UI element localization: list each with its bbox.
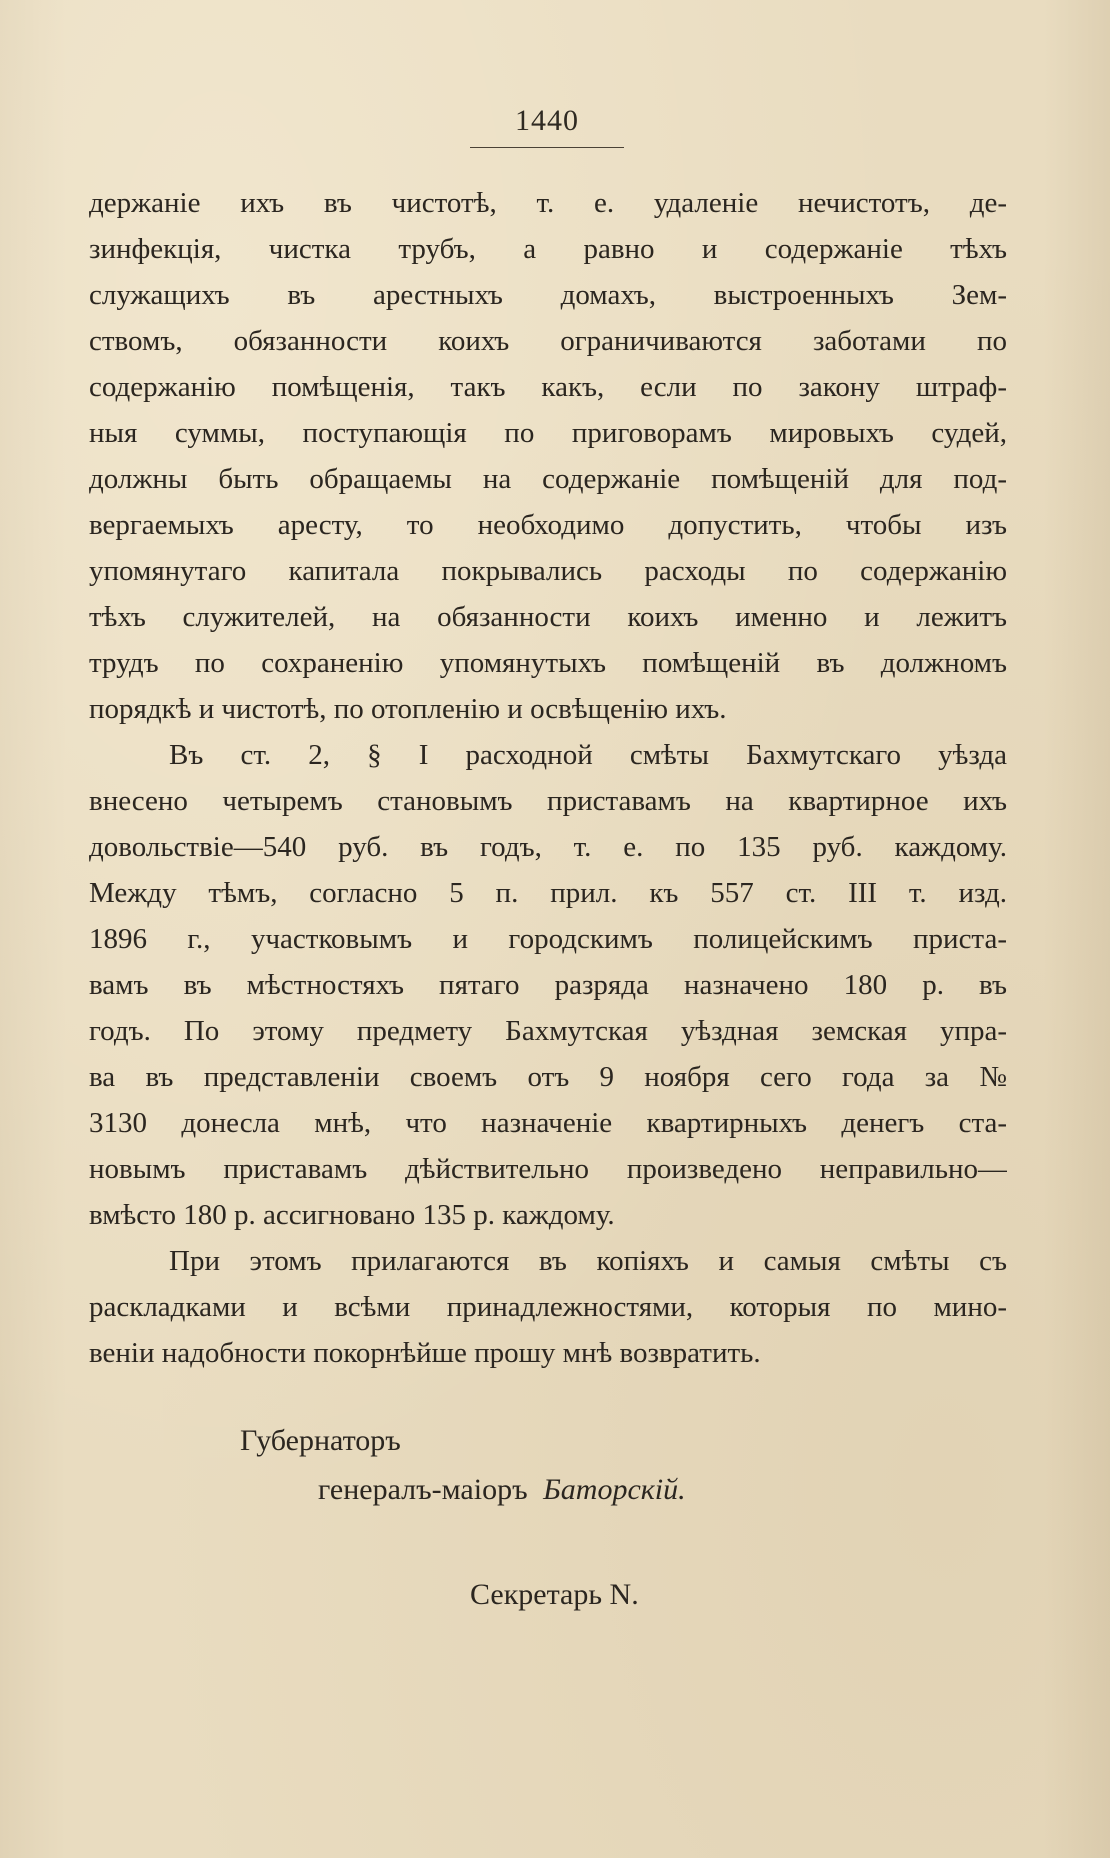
text-line: содержанію помѣщенія, такъ какъ, если по закону штраф- — [89, 371, 1007, 403]
text-line: внесено четыремъ становымъ приставамъ на квартирное ихъ — [89, 785, 1007, 817]
page-number: 1440 — [515, 104, 579, 137]
text-line: ныя суммы, поступающія по приговорамъ мировыхъ судей, — [89, 417, 1007, 449]
text-line: тѣхъ служителей, на обязанности коихъ именно и лежитъ — [89, 601, 1007, 633]
text-line: держаніе ихъ въ чистотѣ, т. е. удаленіе нечистотъ, де- — [89, 187, 1007, 219]
text-line: Въ ст. 2, § I расходной смѣты Бахмутскаго уѣзда — [169, 739, 1007, 771]
text-line: вамъ въ мѣстностяхъ пятаго разряда назначено 180 р. въ — [89, 969, 1007, 1001]
text-line: раскладками и всѣми принадлежностями, которыя по мино- — [89, 1291, 1007, 1323]
text-line: упомянутаго капитала покрывались расходы по содержанію — [89, 555, 1007, 587]
body-text — [89, 180, 1007, 1376]
text-line: веніи надобности покорнѣйше прошу мнѣ возвратить. — [89, 1337, 761, 1369]
text-line: новымъ приставамъ дѣйствительно произведено неправильно— — [89, 1153, 1007, 1185]
text-line: ва въ представленіи своемъ отъ 9 ноября сего года за № — [89, 1061, 1007, 1093]
page-number-rule — [470, 147, 624, 148]
text-line: 1896 г., участковымъ и городскимъ полицейскимъ приста- — [89, 923, 1007, 955]
text-line: служащихъ въ арестныхъ домахъ, выстроенныхъ Зем- — [89, 279, 1007, 311]
text-line: должны быть обращаемы на содержаніе помѣщеній для под- — [89, 463, 1007, 495]
text-line: порядкѣ и чистотѣ, по отопленію и освѣщенію ихъ. — [89, 693, 727, 725]
text-line: годъ. По этому предмету Бахмутская уѣздная земская упра- — [89, 1015, 1007, 1047]
text-line: довольствіе—540 руб. въ годъ, т. е. по 135 руб. каждому. — [89, 831, 1007, 863]
text-line: зинфекція, чистка трубъ, а равно и содержаніе тѣхъ — [89, 233, 1007, 265]
signature-rank: генералъ-маіоръ — [318, 1473, 528, 1506]
text-line: 3130 донесла мнѣ, что назначеніе квартирныхъ денегъ ста- — [89, 1107, 1007, 1139]
text-line: вмѣсто 180 р. ассигновано 135 р. каждому. — [89, 1199, 615, 1231]
text-line: вергаемыхъ аресту, то необходимо допустить, чтобы изъ — [89, 509, 1007, 541]
signature-name: Баторскій. — [543, 1473, 686, 1506]
text-line: трудъ по сохраненію упомянутыхъ помѣщеній въ должномъ — [89, 647, 1007, 679]
signature-rank-line — [318, 1467, 686, 1513]
signature-title: Губернаторъ — [240, 1424, 401, 1457]
paragraph-3 — [89, 1238, 1007, 1376]
paragraph-2 — [89, 732, 1007, 1238]
paragraph-1 — [89, 180, 1007, 732]
text-line: При этомъ прилагаются въ копіяхъ и самыя смѣты съ — [169, 1245, 1007, 1277]
text-line: Между тѣмъ, согласно 5 п. прил. къ 557 ст. III т. изд. — [89, 877, 1007, 909]
text-line: ствомъ, обязанности коихъ ограничиваются заботами по — [89, 325, 1007, 357]
secretary-line: Секретарь N. — [470, 1578, 639, 1611]
